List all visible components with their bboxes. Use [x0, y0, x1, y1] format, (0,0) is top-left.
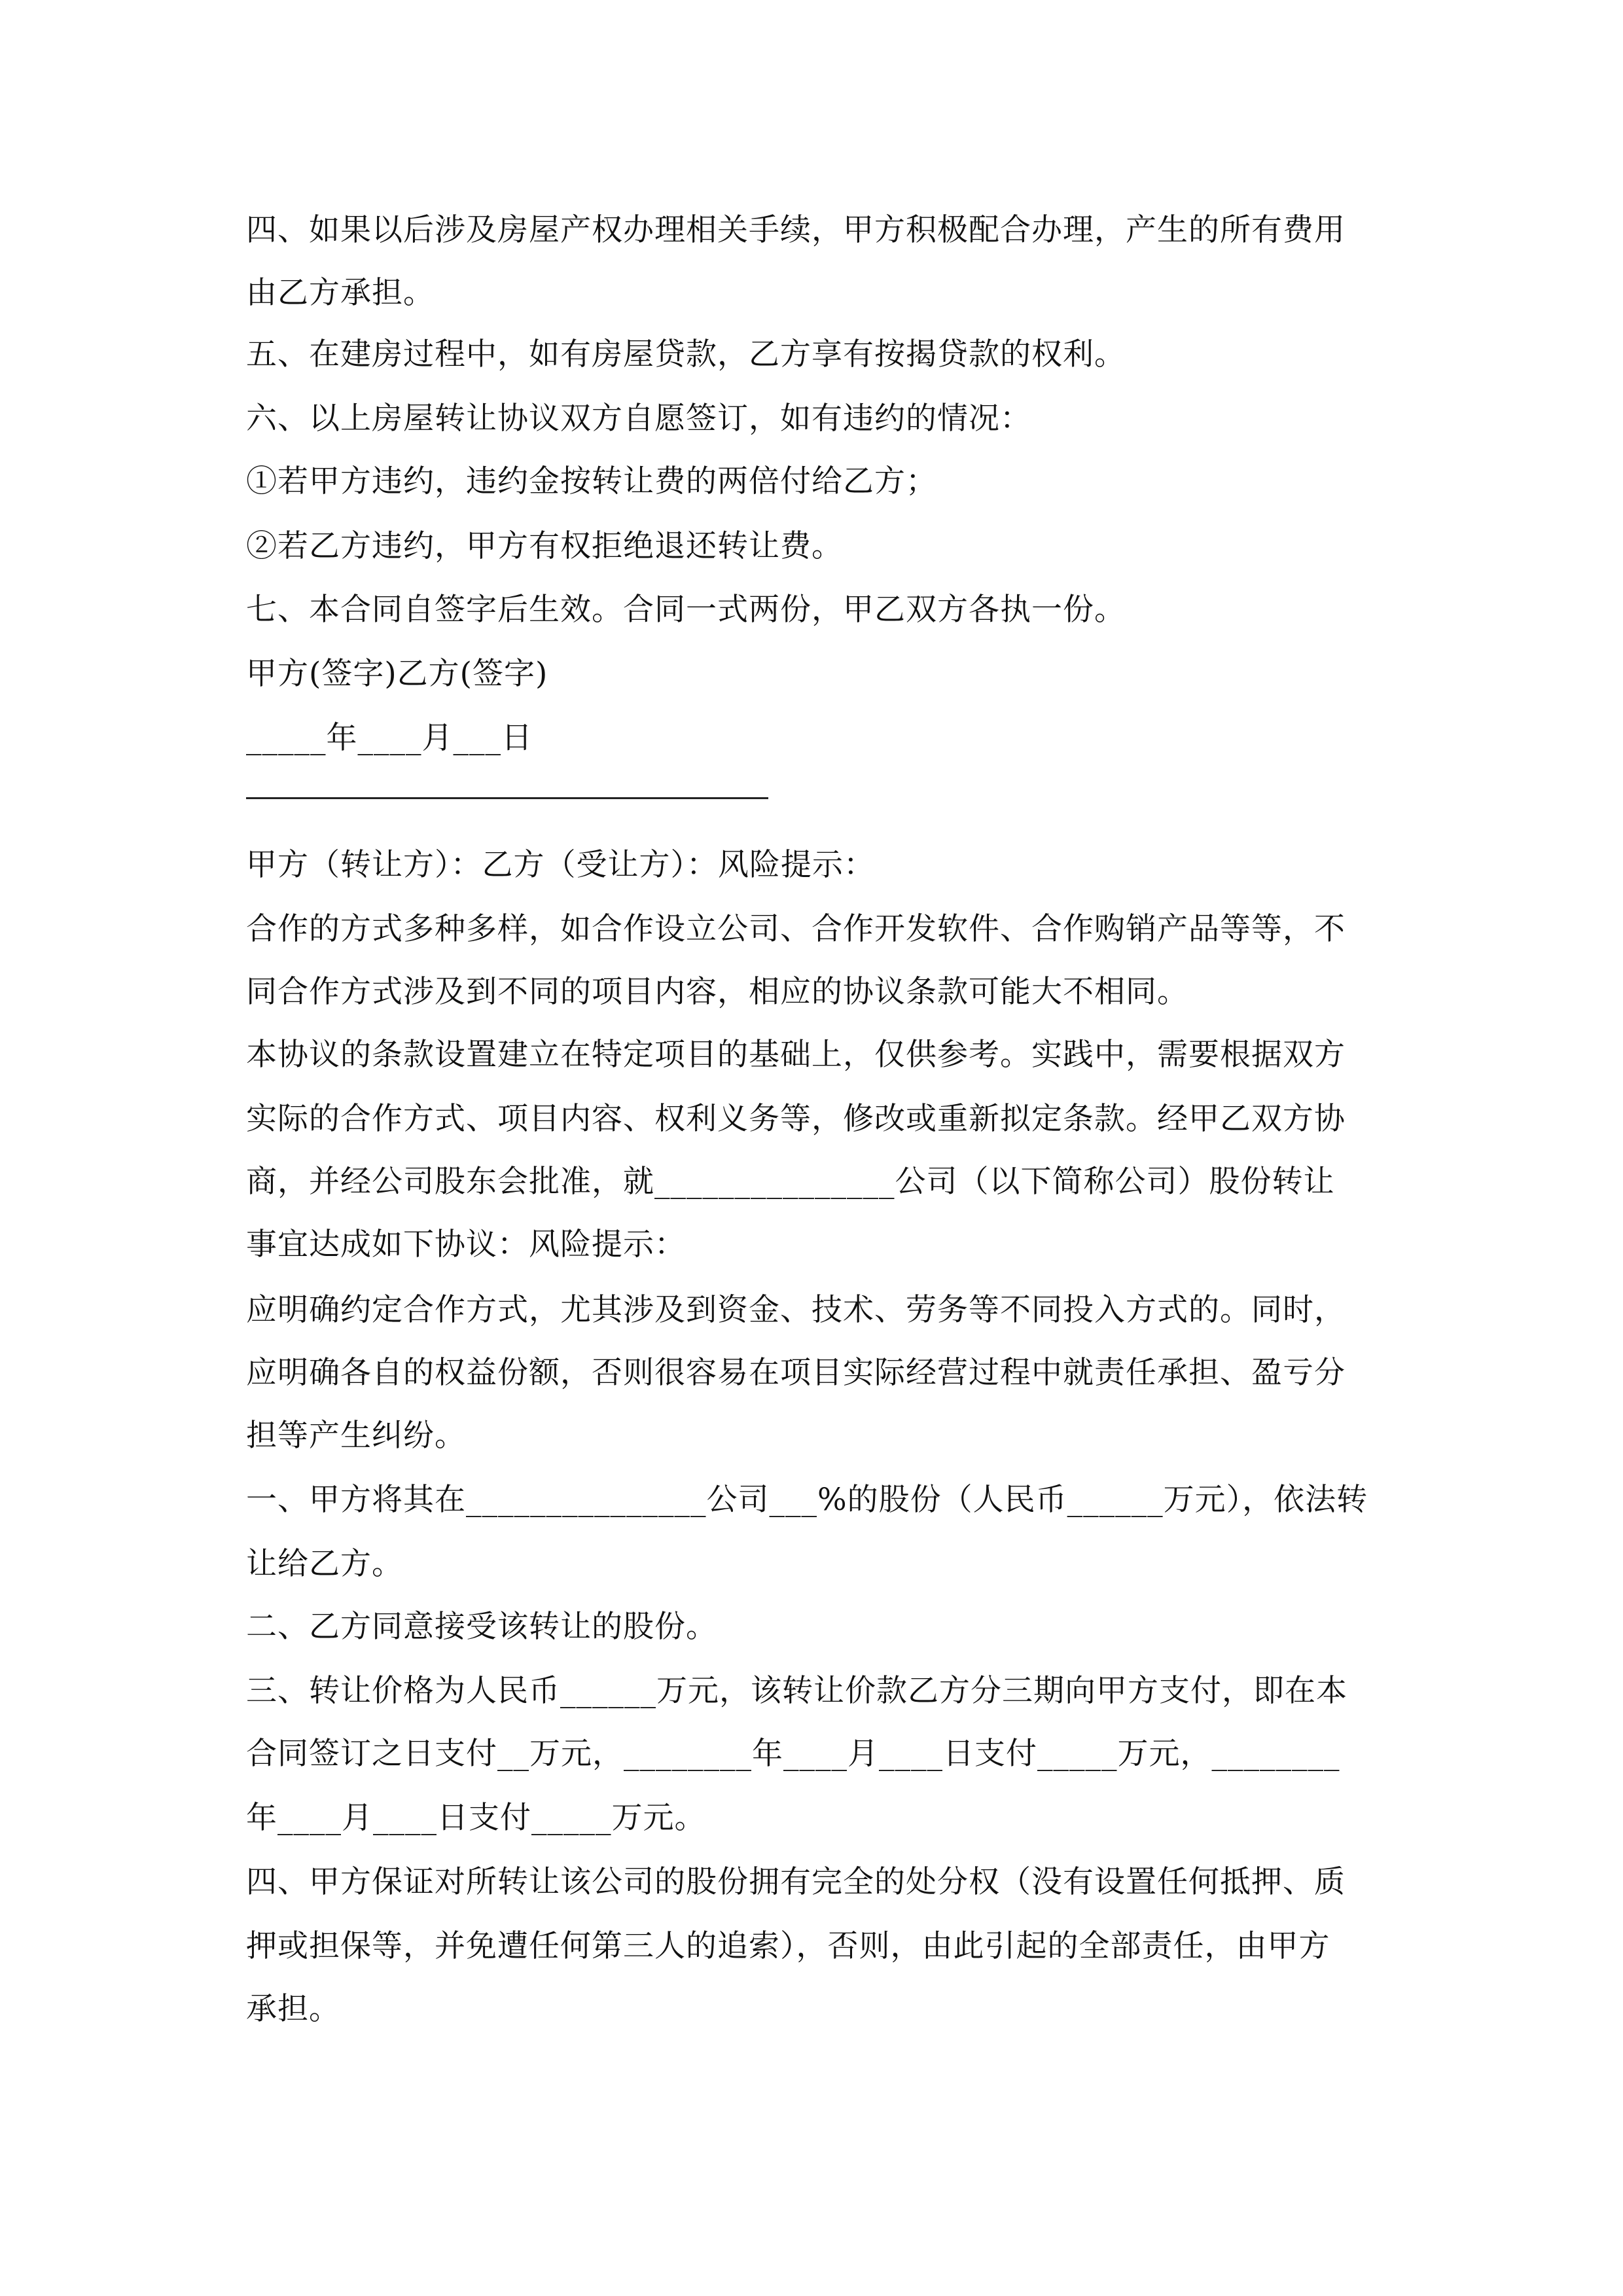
text-line: 三、转让价格为人民币______万元，该转让价款乙方分三期向甲方支付，即在本	[246, 1673, 1347, 1709]
text-line: 承担。	[246, 1991, 340, 2027]
text-line: 四、如果以后涉及房屋产权办理相关手续，甲方积极配合办理，产生的所有费用	[246, 212, 1346, 248]
text-line: 一、甲方将其在_______________公司___%的股份（人民币______万元），依法转	[246, 1482, 1368, 1518]
date-line: _____年____月___日	[246, 720, 533, 756]
text-line: 担等产生纠纷。	[246, 1418, 466, 1454]
text-line: ①若甲方违约，违约金按转让费的两倍付给乙方；	[246, 463, 937, 499]
separator-rule	[246, 797, 768, 799]
text-line: ②若乙方违约，甲方有权拒绝退还转让费。	[246, 528, 843, 564]
text-line: 合同签订之日支付__万元，________年____月____日支付_____万元，________	[246, 1736, 1340, 1772]
signature-line: 甲方(签字)乙方(签字)	[246, 656, 548, 692]
text-line: 实际的合作方式、项目内容、权利义务等，修改或重新拟定条款。经甲乙双方协	[246, 1101, 1346, 1137]
text-line: 七、本合同自签字后生效。合同一式两份，甲乙双方各执一份。	[246, 592, 1126, 628]
text-line: 本协议的条款设置建立在特定项目的基础上，仅供参考。实践中，需要根据双方	[246, 1037, 1346, 1073]
text-line: 由乙方承担。	[246, 275, 435, 311]
text-line: 押或担保等，并免遭任何第三人的追索），否则，由此引起的全部责任，由甲方	[246, 1928, 1330, 1964]
text-line: 让给乙方。	[246, 1546, 403, 1582]
text-line: 应明确各自的权益份额，否则很容易在项目实际经营过程中就责任承担、盈亏分	[246, 1355, 1346, 1391]
text-line: 应明确约定合作方式，尤其涉及到资金、技术、劳务等不同投入方式的。同时，	[246, 1292, 1346, 1328]
text-line: 甲方（转让方）：乙方（受让方）：风险提示：	[246, 847, 875, 883]
text-line: 五、在建房过程中，如有房屋贷款，乙方享有按揭贷款的权利。	[246, 336, 1126, 372]
text-line: 商，并经公司股东会批准，就_______________公司（以下简称公司）股份转让	[246, 1164, 1335, 1200]
text-line: 六、以上房屋转让协议双方自愿签订，如有违约的情况：	[246, 401, 1031, 437]
text-line: 事宜达成如下协议：风险提示：	[246, 1227, 686, 1263]
text-line: 四、甲方保证对所转让该公司的股份拥有完全的处分权（没有设置任何抵押、质	[246, 1864, 1346, 1900]
text-line: 年____月____日支付_____万元。	[246, 1800, 706, 1836]
text-line: 同合作方式涉及到不同的项目内容，相应的协议条款可能大不相同。	[246, 974, 1188, 1010]
text-line: 合作的方式多种多样，如合作设立公司、合作开发软件、合作购销产品等等，不	[246, 911, 1346, 947]
text-line: 二、乙方同意接受该转让的股份。	[246, 1609, 717, 1645]
